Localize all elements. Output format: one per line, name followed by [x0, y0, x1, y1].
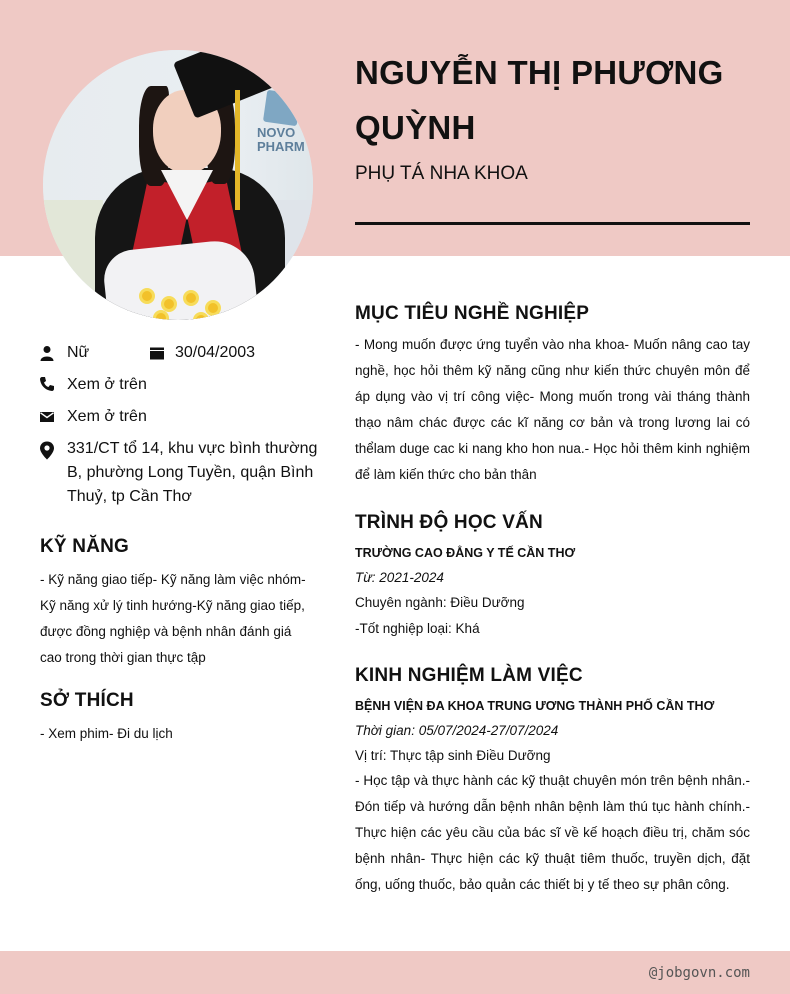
profile-photo: [43, 50, 313, 320]
education-period: Từ: 2021-2024: [355, 570, 444, 585]
experience-position: Vị trí: Thực tập sinh Điều Dưỡng: [355, 748, 551, 763]
phone-icon: [39, 376, 55, 392]
envelope-icon: [39, 409, 55, 425]
person-icon: [39, 345, 55, 361]
hobbies-text: - Xem phim- Đi du lịch: [40, 726, 173, 741]
experience-period: Thời gian: 05/07/2024-27/07/2024: [355, 723, 559, 738]
email-value: Xem ở trên: [67, 408, 147, 425]
birthdate-value: 30/04/2003: [175, 344, 256, 361]
education-grade: -Tốt nghiệp loại: Khá: [355, 621, 480, 636]
hobbies-heading: SỞ THÍCH: [40, 690, 134, 711]
experience-details: - Học tập và thực hành các kỹ thuật chuyên món trên bệnh nhân.- Đón tiếp và hướng dẫn bệnh nhân bệnh làm thú tục hành chính.- Thực hiện các yêu cầu của bác sĩ về kế hoạch điều trị, chăm sóc bệnh nhân- Thực hiện các kỹ thuật tiêm thuốc, truyền dịch, đặt ống, uống thuốc, bảo quản các thiết bị y tế theo sự phân công.: [355, 773, 750, 892]
novopharm-logo: NOVO PHARM: [257, 92, 307, 152]
education-school: TRƯỜNG CAO ĐẲNG Y TẾ CẦN THƠ: [355, 546, 576, 560]
objective-text: - Mong muốn được ứng tuyển vào nha khoa- Muốn nâng cao tay nghề, học hỏi thêm kỹ năng cũng như kiến thức chuyên môn để áp dụng vào vị trí công việc- Mong muốn trong vài tháng thành thạo nâm chác được các kĩ năng cơ bản và trong lương lai có thểlam duge cac ki nang kho hon nua.- Học hỏi thêm kinh nghiệm để làm kiến thức cho bản thân: [355, 337, 750, 482]
watermark: @jobgovn.com: [648, 965, 750, 981]
calendar-icon: [149, 345, 165, 361]
skills-heading: KỸ NĂNG: [40, 536, 130, 557]
gender-value: Nữ: [67, 344, 90, 361]
experience-heading: KINH NGHIỆM LÀM VIỆC: [355, 665, 583, 686]
candidate-name: NGUYỄN THỊ PHƯƠNG QUỲNH: [355, 54, 724, 146]
header-divider: [355, 222, 750, 225]
objective-heading: MỤC TIÊU NGHỀ NGHIỆP: [355, 303, 590, 324]
location-pin-icon: [39, 441, 55, 460]
experience-org: BỆNH VIỆN ĐA KHOA TRUNG ƯƠNG THÀNH PHỐ CẦN THƠ: [355, 699, 715, 713]
job-title: PHỤ TÁ NHA KHOA: [355, 163, 528, 184]
phone-value: Xem ở trên: [67, 376, 147, 393]
address-value: 331/CT tổ 14, khu vực bình thường B, phường Long Tuyền, quận Bình Thuỷ, tp Cần Thơ: [67, 440, 318, 505]
skills-text: - Kỹ năng giao tiếp- Kỹ năng làm việc nhóm- Kỹ năng xử lý tinh hướng-Kỹ năng giao tiếp, được đồng nghiệp và bệnh nhân đánh giá cao trong thời gian thực tập: [40, 572, 306, 665]
education-major: Chuyên ngành: Điều Dưỡng: [355, 595, 525, 610]
education-heading: TRÌNH ĐỘ HỌC VẤN: [355, 512, 543, 533]
